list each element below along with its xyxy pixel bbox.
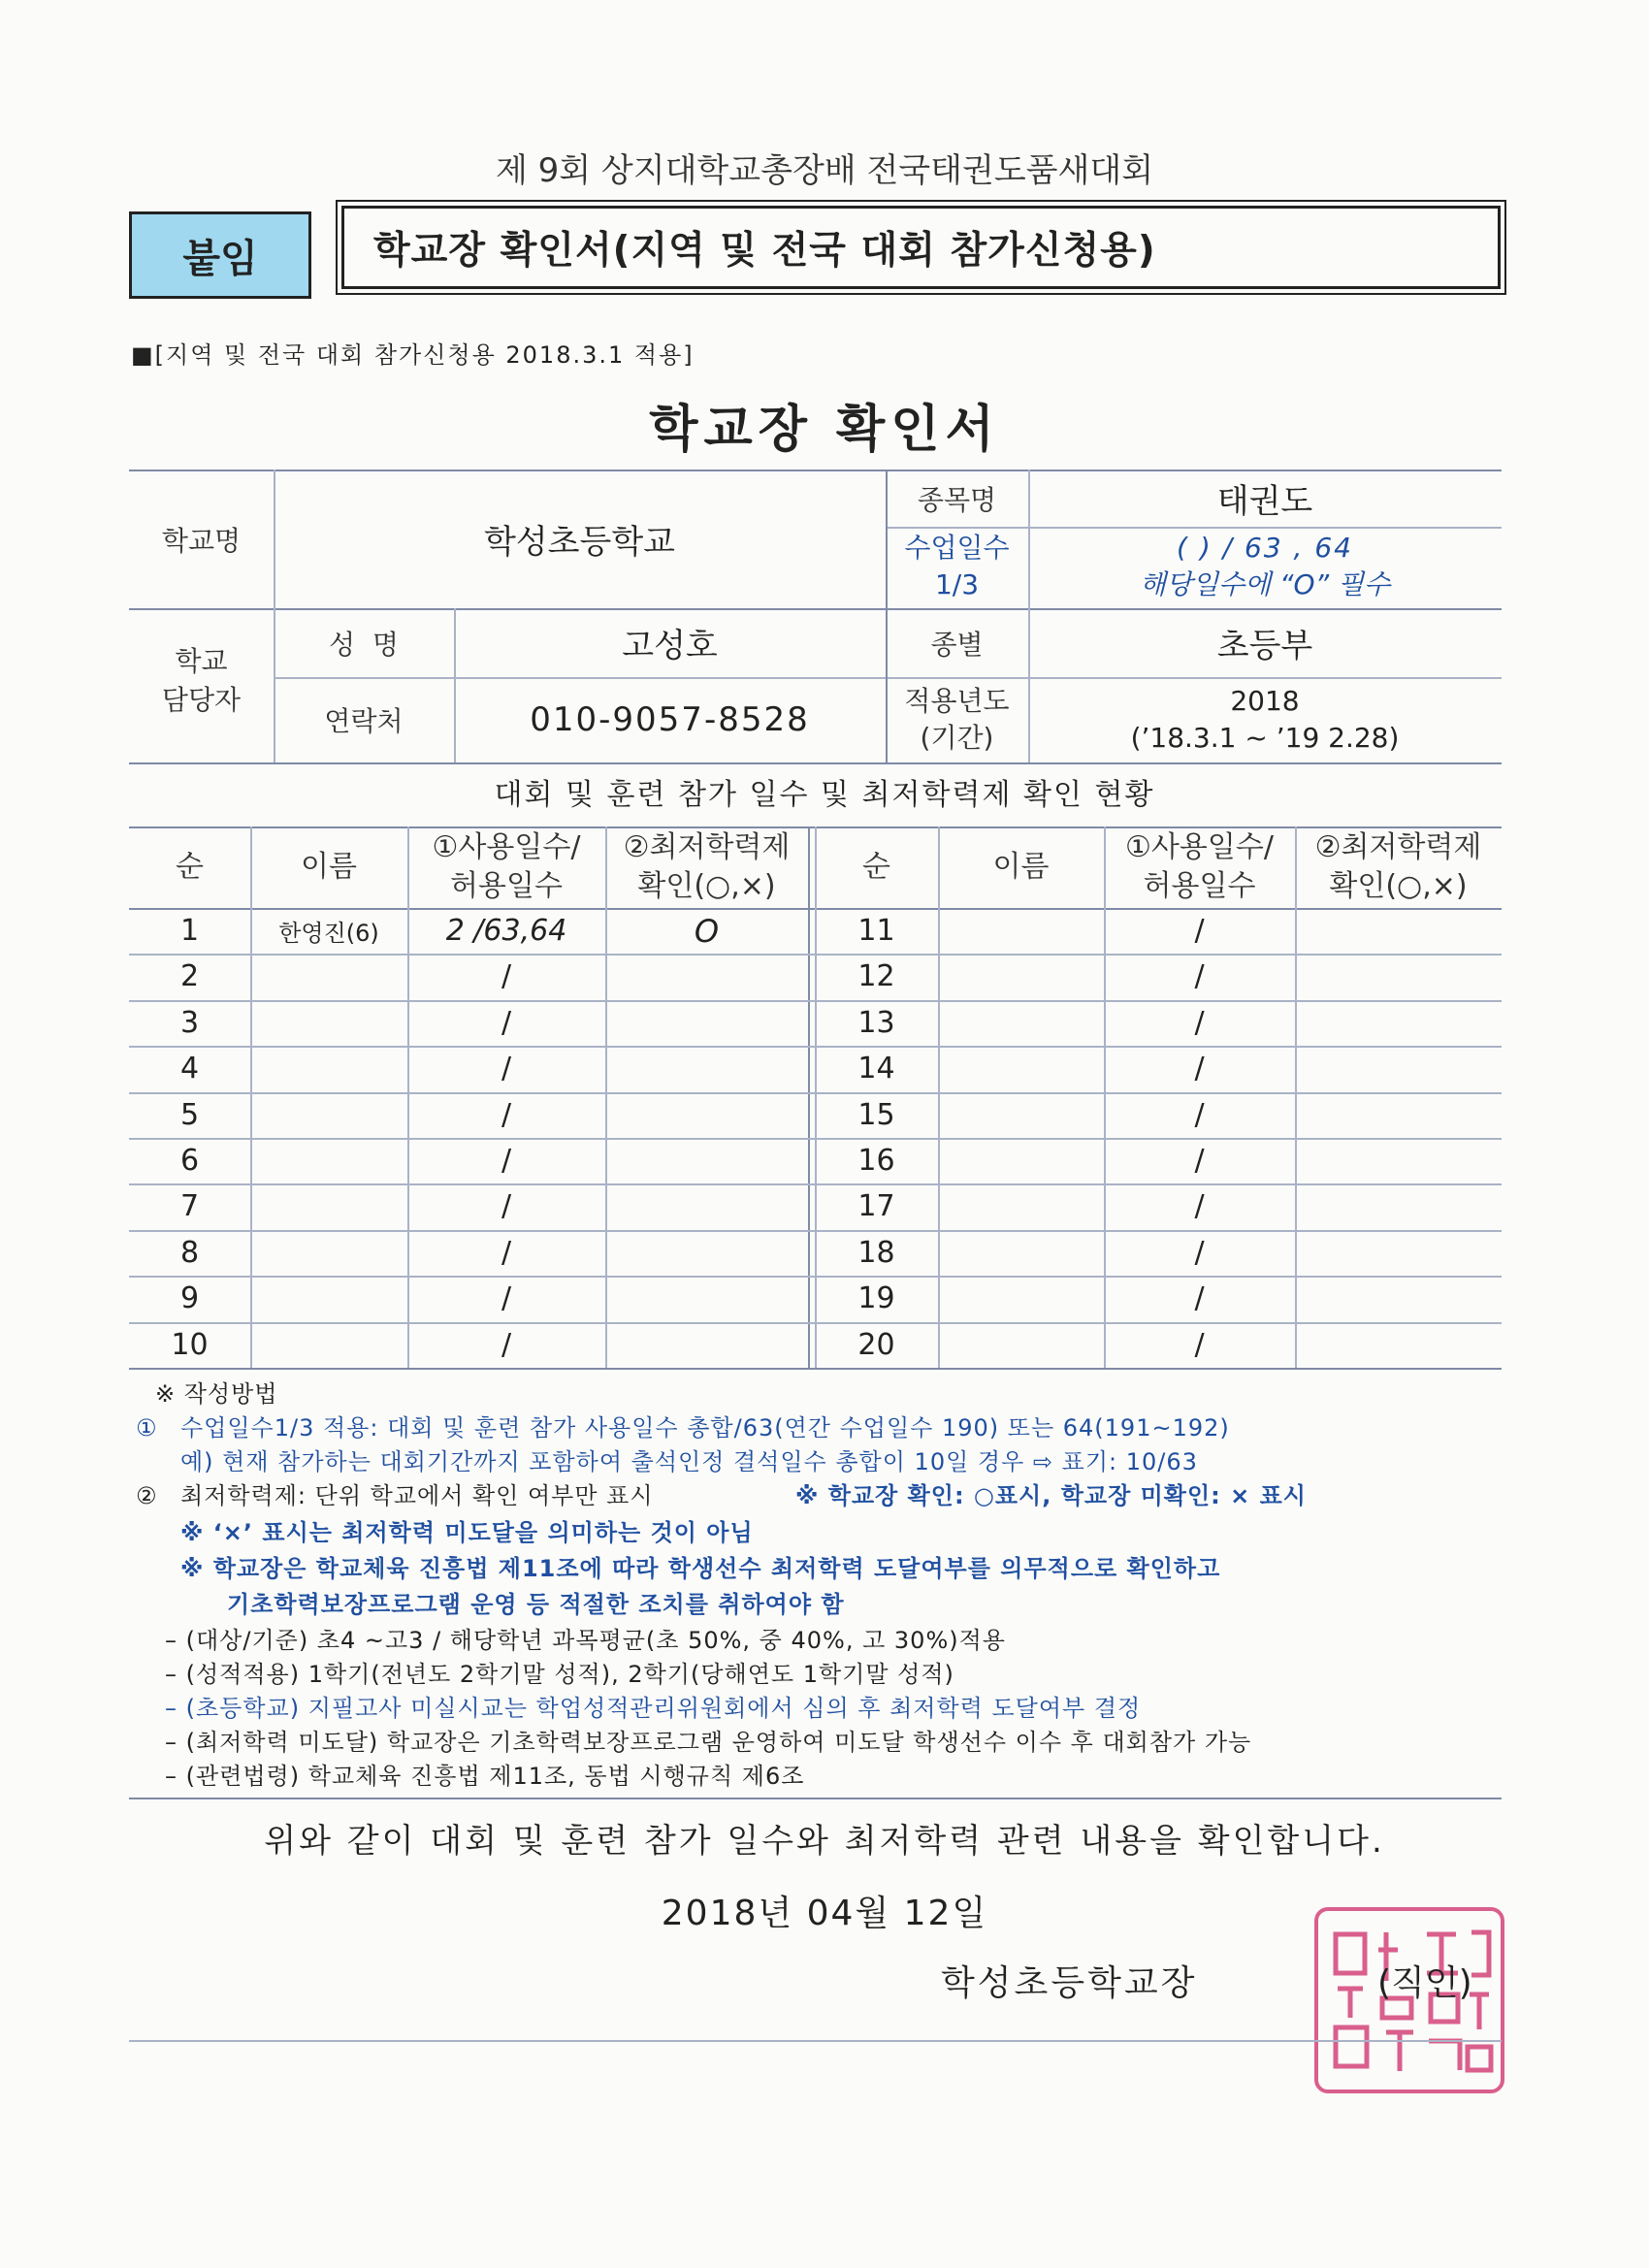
row-number: 5 <box>179 1098 200 1132</box>
row-check <box>605 1092 808 1138</box>
row-used-days: / <box>501 1328 512 1362</box>
row-check <box>605 1276 808 1321</box>
note-2-line-2: ※ ‘×’ 표시는 최저학력 미도달을 의미하는 것이 아님 <box>180 1519 754 1546</box>
row-name <box>250 1046 407 1091</box>
attachment-badge: 붙임 <box>129 211 311 299</box>
note-1-line-2: 예) 현재 참가하는 대회기간까지 포함하여 출석인정 결석일수 총합이 10일 경우 ⇨ 표기: 10/63 <box>180 1448 1198 1475</box>
date: 2018년 04월 12일 <box>661 1894 988 1933</box>
section-title: 대회 및 훈련 참가 일수 및 최저학력제 확인 현황 <box>494 778 1155 812</box>
sport-value: 태권도 <box>1216 482 1313 521</box>
row-number: 2 <box>179 959 200 993</box>
detail-2: – (성적적용) 1학기(전년도 2학기말 성적), 2학기(당해연도 1학기말 성적) <box>165 1661 954 1688</box>
row-number: 9 <box>179 1281 200 1315</box>
note-1-mark: ① <box>136 1414 158 1442</box>
row-used-days: / <box>1194 1281 1205 1315</box>
row-number: 13 <box>857 1006 895 1040</box>
row-name <box>250 1000 407 1046</box>
row-used-days: / <box>501 1144 512 1178</box>
row-number: 19 <box>857 1281 895 1315</box>
row-name <box>250 1092 407 1138</box>
row-number: 18 <box>857 1236 895 1270</box>
note-2-line-3: ※ 학교장은 학교체육 진흥법 제11조에 따라 학생선수 최저학력 도달여부를 의무적으로 확인하고 <box>180 1555 1221 1582</box>
header-name-right: 이름 <box>992 850 1050 884</box>
document-box-title: 학교장 확인서(지역 및 전국 대회 참가신청용) <box>341 206 1501 289</box>
row-check <box>605 1230 808 1276</box>
row-used-days: / <box>501 1236 512 1270</box>
row-number: 4 <box>179 1052 200 1085</box>
header-seq-left: 순 <box>176 850 204 884</box>
row-number: 14 <box>857 1052 895 1085</box>
row-used-days: / <box>1194 1098 1205 1132</box>
row-number: 17 <box>857 1189 895 1223</box>
row-number: 12 <box>857 959 895 993</box>
row-name <box>250 1322 407 1368</box>
header-used-right: ①사용일수/ 허용일수 <box>1125 830 1274 903</box>
note-1-line-1: 수업일수1/3 적용: 대회 및 훈련 참가 사용일수 총합/63(연간 수업일수 190) 또는 64(191~192) <box>180 1414 1230 1442</box>
row-number: 15 <box>857 1098 895 1132</box>
row-number: 7 <box>179 1189 200 1223</box>
division-value: 초등부 <box>1216 627 1313 665</box>
row-name: 한영진(6) <box>278 920 379 947</box>
row-number: 20 <box>857 1328 895 1362</box>
row-used-days: / <box>1194 1144 1205 1178</box>
confirm-text: 위와 같이 대회 및 훈련 참가 일수와 최저학력 관련 내용을 확인합니다. <box>264 1822 1385 1861</box>
principal-name: 학성초등학교장 <box>941 1963 1198 2003</box>
header-check-left: ②최저학력제 확인(○,×) <box>623 830 791 903</box>
row-used-days: / <box>1194 1189 1205 1223</box>
detail-5: – (관련법령) 학교체육 진흥법 제11조, 동법 시행규칙 제6조 <box>165 1763 805 1790</box>
year-value: 2018 (’18.3.1 ~ ’19 2.28) <box>1130 685 1400 754</box>
row-number: 11 <box>857 914 895 948</box>
detail-4: – (최저학력 미도달) 학교장은 기초학력보장프로그램 운영하여 미도달 학생선수 이수 후 대회참가 가능 <box>165 1729 1252 1756</box>
row-used-days: / <box>501 1281 512 1315</box>
note-2-mark: ② <box>136 1482 158 1509</box>
row-used-days: / <box>1194 914 1205 948</box>
row-check: O <box>694 912 720 950</box>
year-label: 적용년도 (기간) <box>904 685 1010 754</box>
row-used-days: / <box>501 1098 512 1132</box>
main-title: 학교장 확인서 <box>649 401 1000 459</box>
row-name <box>250 1138 407 1183</box>
name-label: 성 명 <box>329 628 399 661</box>
row-check <box>605 1183 808 1229</box>
row-number: 10 <box>171 1328 209 1362</box>
school-days-label: 수업일수 1/3 <box>904 532 1010 600</box>
note-2-line-1b: ※ 학교장 확인: ○표시, 학교장 미확인: × 표시 <box>795 1482 1307 1509</box>
row-used-days: / <box>1194 1236 1205 1270</box>
competition-title: 제 9회 상지대학교총장배 전국태권도품새대회 <box>495 151 1154 190</box>
row-used-days: / <box>501 959 512 993</box>
row-number: 6 <box>179 1144 200 1178</box>
header-used-left: ①사용일수/ 허용일수 <box>432 830 581 903</box>
row-check <box>605 1322 808 1368</box>
row-number: 3 <box>179 1006 200 1040</box>
notes-heading: ※ 작성방법 <box>155 1380 278 1408</box>
seal-label: (직인) <box>1377 1963 1472 2003</box>
row-name <box>250 954 407 999</box>
row-number: 1 <box>179 914 200 948</box>
header-check-right: ②최저학력제 확인(○,×) <box>1314 830 1482 903</box>
row-used-days: / <box>1194 1006 1205 1040</box>
school-days-value: ( ) / 63 , 64 해당일수에 “O” 필수 <box>1139 532 1391 600</box>
row-used-days: / <box>501 1006 512 1040</box>
row-check <box>605 1046 808 1091</box>
row-used-days: / <box>501 1189 512 1223</box>
phone-value: 010-9057-8528 <box>530 700 810 739</box>
phone-label: 연락처 <box>324 705 404 737</box>
row-used-days: 2 /63,64 <box>445 914 567 948</box>
row-used-days: / <box>501 1052 512 1085</box>
row-name <box>250 1276 407 1321</box>
detail-1: – (대상/기준) 초4 ~고3 / 해당학년 과목평균(초 50%, 중 40%, 고 30%)적용 <box>165 1627 1006 1654</box>
detail-3: – (초등학교) 지필고사 미실시교는 학업성적관리위원회에서 심의 후 최저학력 도달여부 결정 <box>165 1695 1142 1722</box>
row-number: 8 <box>179 1236 200 1270</box>
row-number: 16 <box>857 1144 895 1178</box>
school-value: 학성초등학교 <box>483 523 676 562</box>
row-check <box>605 1138 808 1183</box>
sport-label: 종목명 <box>917 483 997 516</box>
apply-note: ■[지역 및 전국 대회 참가신청용 2018.3.1 적용] <box>131 341 695 369</box>
row-name <box>250 1183 407 1229</box>
note-2-line-1a: 최저학력제: 단위 학교에서 확인 여부만 표시 <box>180 1482 654 1509</box>
division-label: 종별 <box>930 628 984 661</box>
note-2-line-4: 기초학력보장프로그램 운영 등 적절한 조치를 취하여야 함 <box>227 1591 845 1618</box>
row-used-days: / <box>1194 959 1205 993</box>
contact-group-label: 학교 담당자 <box>161 645 242 716</box>
row-used-days: / <box>1194 1328 1205 1362</box>
name-value: 고성호 <box>622 627 718 665</box>
header-name-left: 이름 <box>301 850 357 884</box>
row-check <box>605 954 808 999</box>
row-check <box>605 1000 808 1046</box>
school-label: 학교명 <box>161 524 242 557</box>
row-used-days: / <box>1194 1052 1205 1085</box>
row-name <box>250 1230 407 1276</box>
header-seq-right: 순 <box>862 850 890 884</box>
